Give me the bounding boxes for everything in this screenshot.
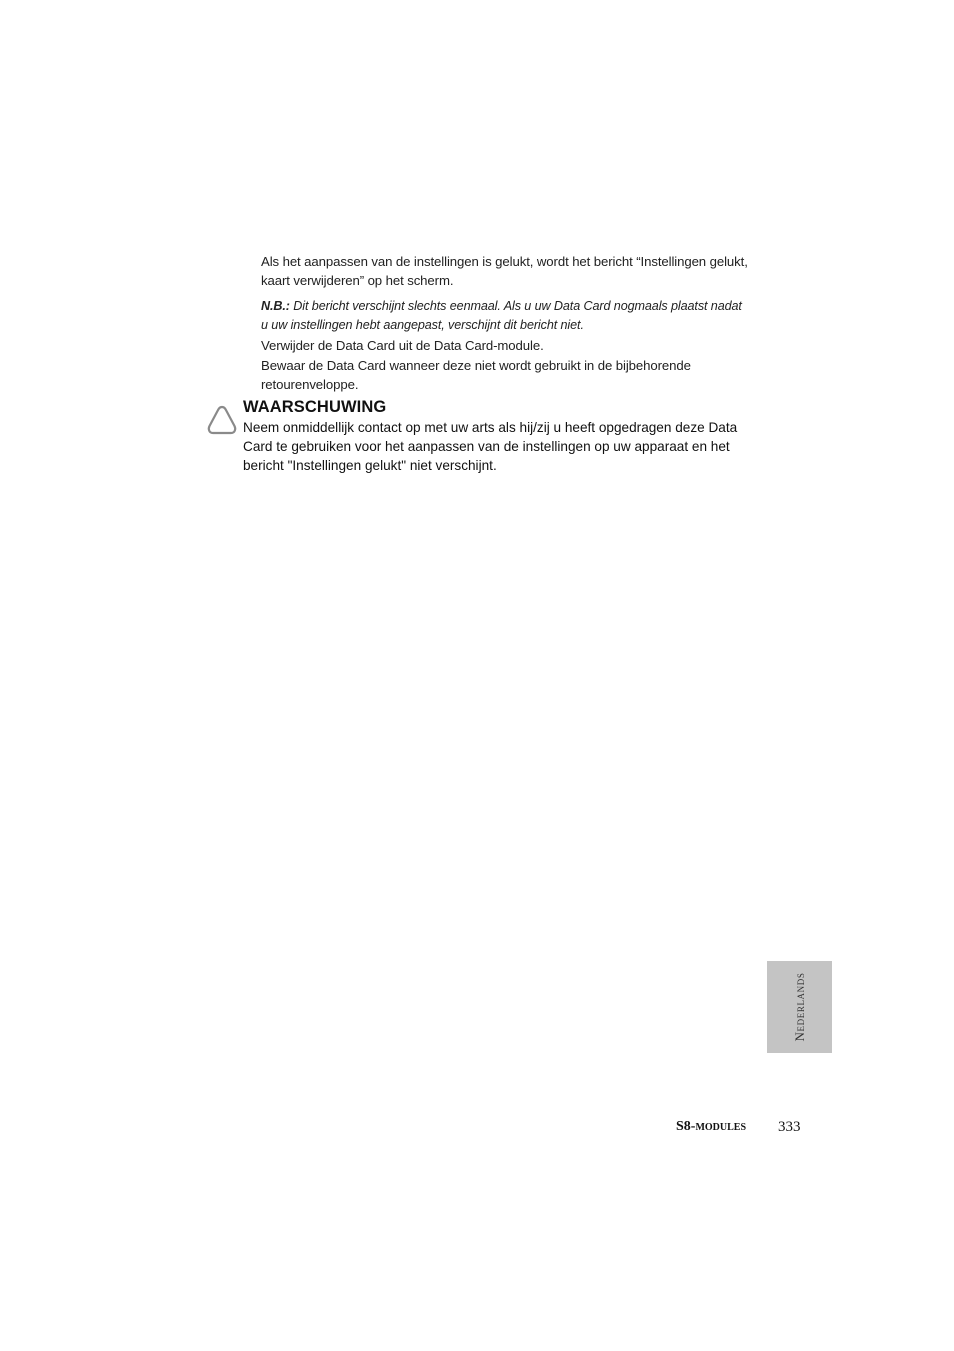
warning-title: WAARSCHUWING: [243, 398, 387, 416]
language-tab: [767, 961, 832, 1053]
warning-text: Neem onmiddellijk contact op met uw arts als hij/zij u heeft opgedragen deze Data Card te gebruiken voor het aanpassen van de instellingen op uw apparaat en het bericht "Instellingen gelukt" niet verschijnt.: [243, 420, 738, 473]
language-tab-label: Nederlands: [791, 972, 807, 1042]
note: [261, 297, 751, 335]
warning-triangle-icon: [206, 404, 238, 436]
page-number: 333: [778, 1119, 801, 1135]
paragraph-store: Bewaar de Data Card wanneer deze niet wordt gebruikt in de bijbehorende retourenveloppe.: [261, 358, 691, 392]
paragraph-remove: Verwijder de Data Card uit de Data Card-module.: [261, 338, 544, 353]
footer-section-label: S8-modules: [676, 1119, 747, 1134]
paragraph-success: Als het aanpassen van de instellingen is gelukt, wordt het bericht “Instellingen gelukt, kaart verwijderen” op het scherm.: [261, 254, 748, 288]
note-text: Dit bericht verschijnt slechts eenmaal. Als u uw Data Card nogmaals plaatst nadat u uw instellingen hebt aangepast, verschijnt dit bericht niet.: [261, 299, 742, 332]
note-label: N.B.:: [261, 299, 290, 313]
